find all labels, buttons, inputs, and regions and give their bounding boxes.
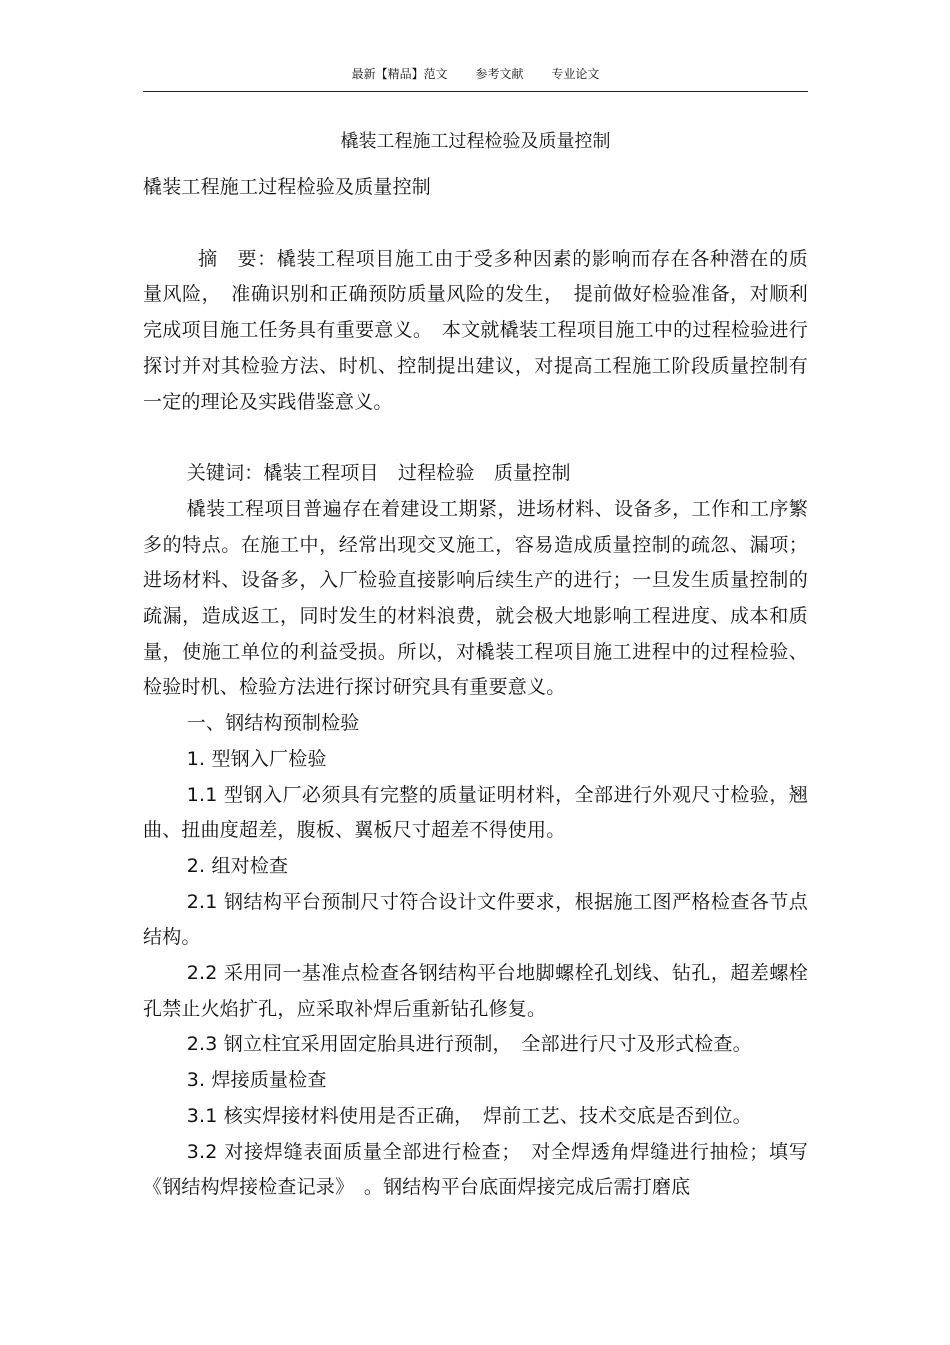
document-body — [143, 170, 808, 1206]
header-item-lunwen: 专业论文 — [551, 67, 600, 81]
subsection-heading-incoming-steel: 1. 型钢入厂检验 — [186, 747, 327, 770]
section-heading-steel-prefab: 一、钢结构预制检验 — [186, 712, 360, 735]
abstract-paragraph: 摘 要：橇装工程项目施工由于受多种因素的影响而存在各种潜在的质量风险， 准确识别和正确预防质量风险的发生， 提前做好检验准备，对顺利完成项目施工任务具有重要意义。 本文就橇装工程项目施工中的过程检验进行探讨并对其检验方法、时机、控制提出建议，对提高工程施工阶段质量控制有一定的理论及实践借鉴意义。 — [143, 247, 808, 413]
page-header — [143, 64, 808, 92]
subsection-heading-assembly-check: 2. 组对检查 — [186, 854, 289, 877]
paragraph-2-1: 2.1 钢结构平台预制尺寸符合设计文件要求，根据施工图严格检查各节点结构。 — [143, 890, 808, 949]
paragraph-3-1: 3.1 核实焊接材料使用是否正确， 焊前工艺、技术交底是否到位。 — [186, 1104, 752, 1127]
paragraph-2-3: 2.3 钢立柱宜采用固定胎具进行预制， 全部进行尺寸及形式检查。 — [186, 1033, 752, 1056]
paragraph-2-2: 2.2 采用同一基准点检查各钢结构平台地脚螺栓孔划线、钻孔，超差螺栓孔禁止火焰扩孔，应采取补焊后重新钻孔修复。 — [143, 962, 808, 1020]
document-subtitle: 橇装工程施工过程检验及质量控制 — [143, 176, 432, 198]
subsection-heading-welding-check: 3. 焊接质量检查 — [186, 1069, 327, 1092]
paragraph-3-2: 3.2 对接焊缝表面质量全部进行检查； 对全焊透角焊缝进行抽检；填写《钢结构焊接检查记录》 。钢结构平台底面焊接完成后需打磨底 — [143, 1140, 808, 1199]
keywords-line: 关键词：橇装工程项目 过程检验 质量控制 — [186, 462, 571, 485]
intro-paragraph: 橇装工程项目普遍存在着建设工期紧，进场材料、设备多，工作和工序繁多的特点。在施工中，经常出现交叉施工，容易造成质量控制的疏忽、漏项；进场材料、设备多，入厂检验直接影响后续生产的进行；一旦发生质量控制的疏漏，造成返工，同时发生的材料浪费，就会极大地影响工程进度、成本和质量，使施工单位的利益受损。所以，对橇装工程项目施工进程中的过程检验、检验时机、检验方法进行探讨研究具有重要意义。 — [143, 497, 808, 699]
document-title: 橇装工程施工过程检验及质量控制 — [340, 131, 611, 152]
header-item-fanwen: 最新【精品】范文 — [351, 67, 448, 81]
header-item-cankao: 参考文献 — [475, 67, 524, 81]
paragraph-1-1: 1.1 型钢入厂必须具有完整的质量证明材料，全部进行外观尺寸检验，翘曲、扭曲度超差，腹板、翼板尺寸超差不得使用。 — [143, 783, 808, 842]
